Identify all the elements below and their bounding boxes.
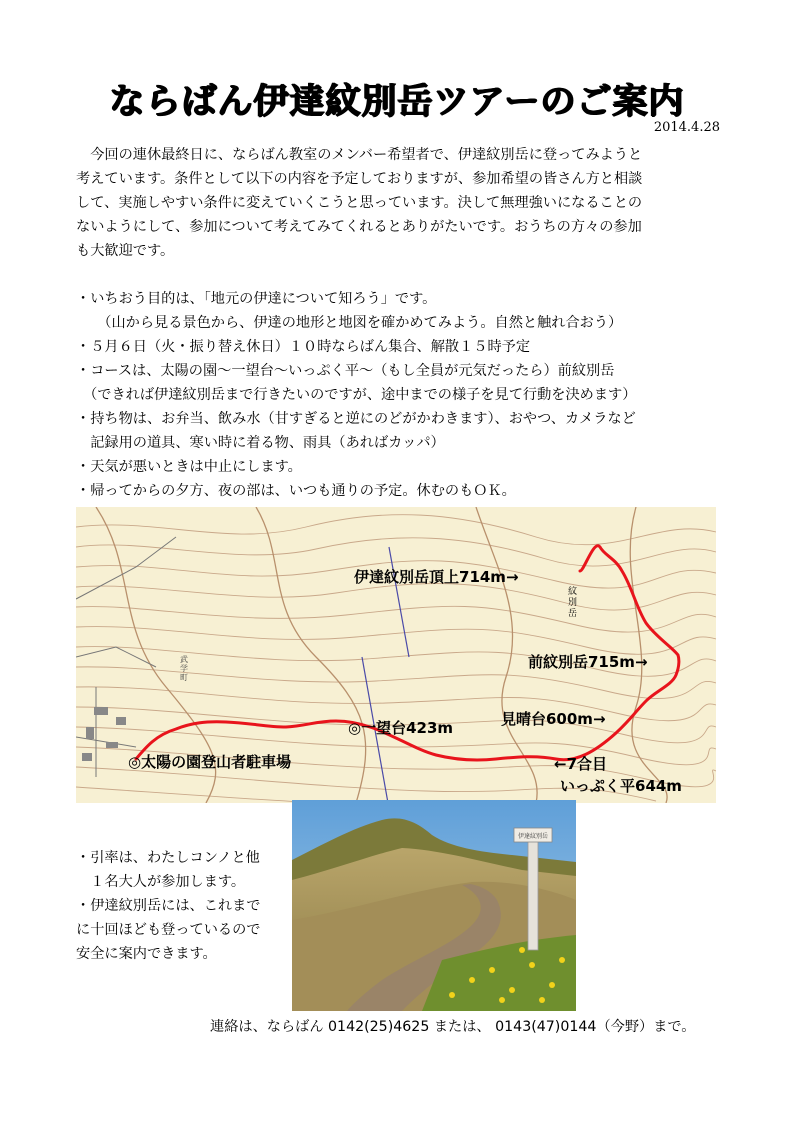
note-line: 安全に案内できます。 bbox=[76, 946, 217, 962]
trail-photo bbox=[292, 800, 576, 1011]
detail-item: 記録用の道具、寒い時に着る物、雨具（あればカッパ） bbox=[76, 435, 445, 451]
detail-item: ・いちおう目的は、「地元の伊達について知ろう」です。 bbox=[76, 291, 437, 307]
note-line: ・伊達紋別岳には、これまで bbox=[76, 898, 261, 914]
town-label: 武学町 bbox=[180, 655, 188, 682]
ippuku-label: いっぷく平644m bbox=[560, 777, 682, 795]
intro-line: 今回の連休最終日に、ならばん教室のメンバー希望者で、伊達紋別岳に登ってみようと bbox=[76, 147, 643, 163]
intro-line: も大歓迎です。 bbox=[76, 243, 175, 259]
page-title: ならばん伊達紋別岳ツアーのご案内 bbox=[109, 82, 685, 122]
nanagome-label: ←7合目 bbox=[554, 755, 608, 773]
miharashi-label: 見晴台600m→ bbox=[501, 710, 606, 728]
detail-item: ・５月６日（火・振り替え休日）１０時ならばん集合、解散１５時予定 bbox=[76, 339, 531, 355]
intro-line: ないようにして、参加について考えてみてくれるとありがたいです。おうちの方々の参加 bbox=[76, 219, 642, 235]
note-line: ・引率は、わたしコンノと他 bbox=[76, 850, 260, 866]
detail-item: （山から見る景色から、伊達の地形と地図を確かめてみよう。自然と触れ合おう） bbox=[76, 315, 623, 331]
summit-label: 伊達紋別岳頂上714m→ bbox=[354, 568, 519, 586]
mae-monbetsu-label: 前紋別岳715m→ bbox=[528, 653, 648, 671]
note-line: １名大人が参加します。 bbox=[76, 874, 246, 890]
mountain-vertical-label: 紋別岳 bbox=[568, 587, 578, 619]
signpost-text: 伊達紋別岳 bbox=[517, 833, 549, 840]
ichibo-label: ◎一望台423m bbox=[348, 719, 454, 737]
detail-item: ・コースは、太陽の園～一望台～いっぷく平～（もし全員が元気だったら）前紋別岳 bbox=[76, 363, 615, 379]
route-map bbox=[76, 507, 716, 803]
intro-line: 考えています。条件として以下の内容を予定しておりますが、参加希望の皆さん方と相談 bbox=[76, 171, 643, 187]
intro-line: して、実施しやすい条件に変えていくこうと思っています。決して無理強いになることの bbox=[76, 195, 643, 211]
trail-photo-image bbox=[292, 800, 576, 1011]
note-line: に十回ほども登っているので bbox=[76, 922, 261, 938]
detail-item: （できれば伊達紋別岳まで行きたいのですが、途中までの様子を見て行動を決めます） bbox=[76, 387, 637, 403]
contact-info: 連絡は、ならばん 0142(25)4625 または、 0143(47)0144（今野）まで。 bbox=[210, 1019, 696, 1035]
parking-label: ◎太陽の園登山者駐車場 bbox=[128, 753, 292, 771]
detail-item: ・帰ってからの夕方、夜の部は、いつも通りの予定。休むのもＯＫ。 bbox=[76, 483, 516, 499]
detail-item: ・天気が悪いときは中止にします。 bbox=[76, 459, 302, 475]
document-date: 2014.4.28 bbox=[653, 120, 720, 135]
detail-item: ・持ち物は、お弁当、飲み水（甘すぎると逆にのどがかわきます）、おやつ、カメラなど bbox=[76, 411, 636, 427]
